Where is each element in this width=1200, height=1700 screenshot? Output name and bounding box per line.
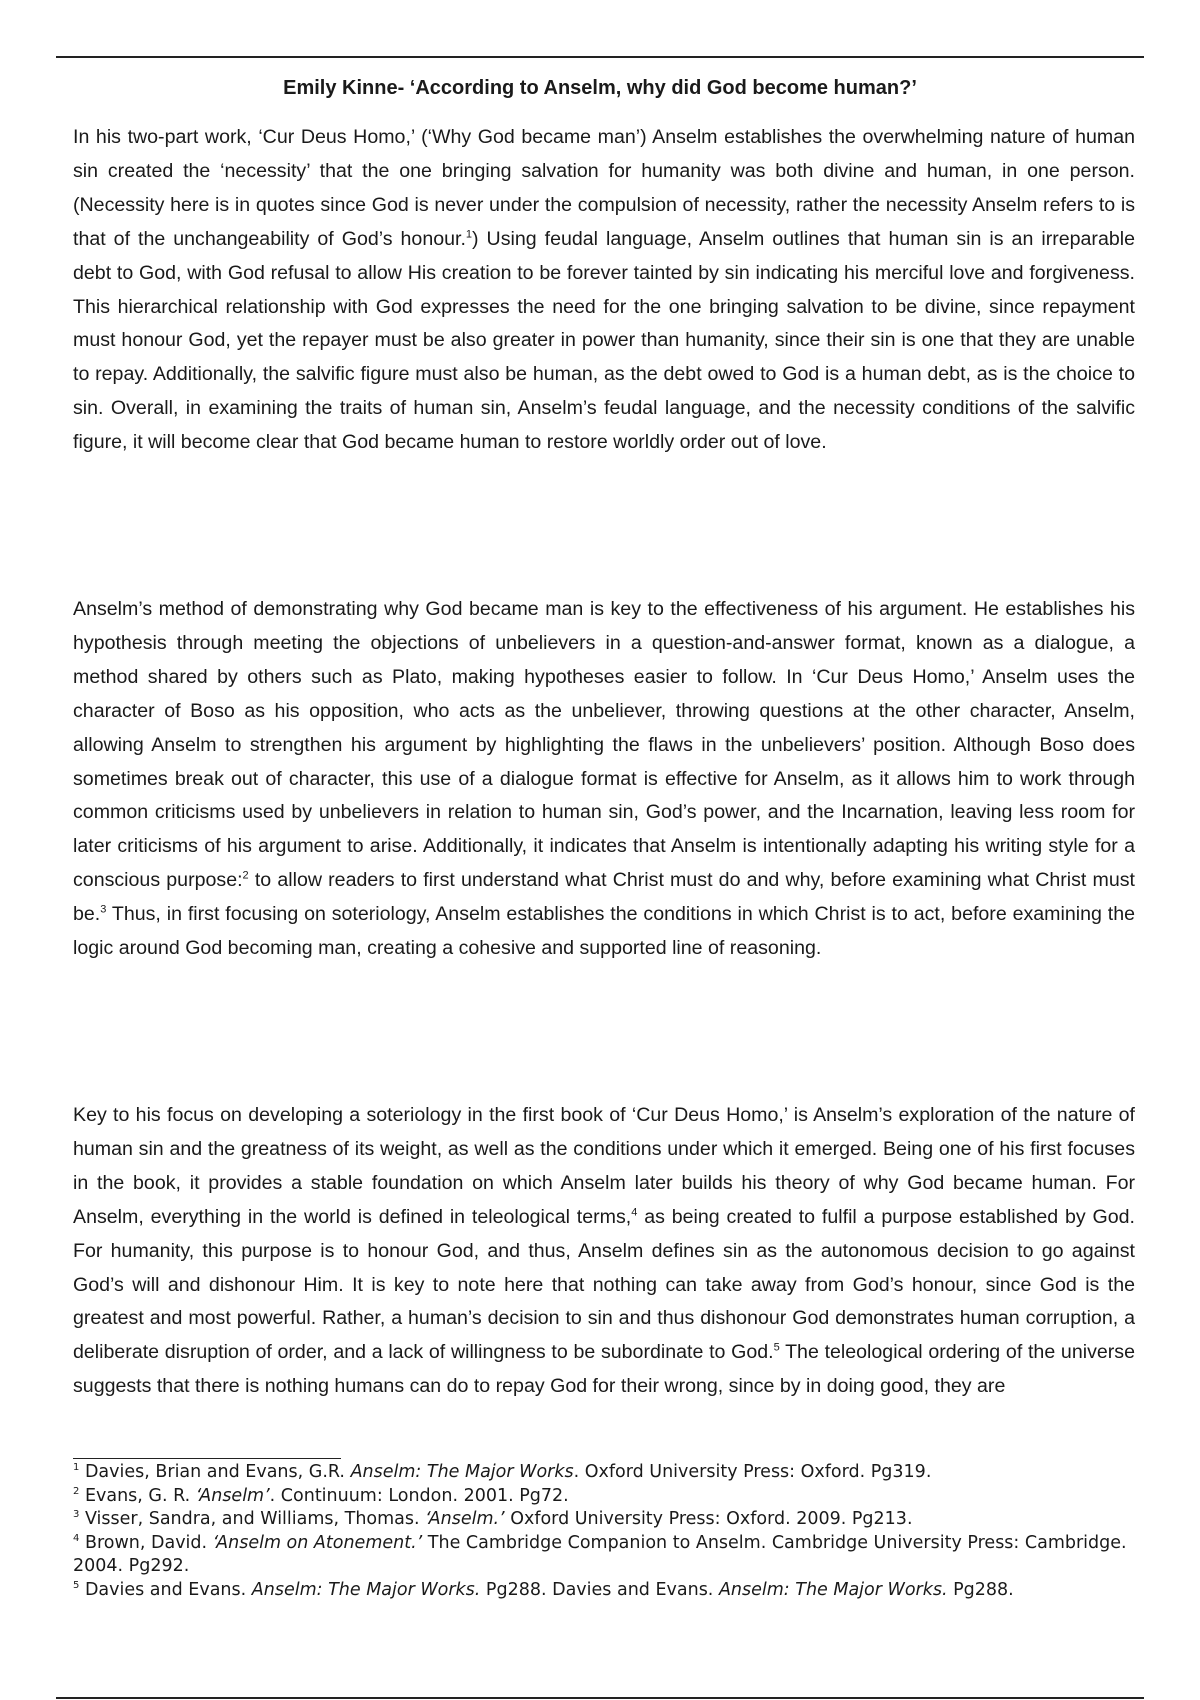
text-run: The teleological ordering of the universe suggests that there is nothing humans can do to repay God for their wrong, since by in doing good, they are <box>73 1341 1135 1398</box>
italic-title: Anselm: The Major Works. <box>251 1579 481 1600</box>
footnote-ref: 1 <box>465 228 473 241</box>
footnote-ref: 2 <box>242 869 249 882</box>
header-rule <box>56 56 1144 58</box>
footnote-4 <box>73 1532 1135 1579</box>
text-run: Thus, in first focusing on soteriology, Anselm establishes the conditions in which Christ is to act, before examining the logic around God becoming man, creating a cohesive and supported line of reasoning. <box>73 903 1135 960</box>
text-run: to allow readers to first understand what Christ must do and why, before examining what Christ must be. <box>73 869 1135 926</box>
italic-title: ‘Anselm on Atonement.’ <box>212 1532 423 1553</box>
italic-title: ‘Anselm’ <box>195 1485 270 1506</box>
footnote-5 <box>73 1579 1135 1603</box>
italic-title: Anselm: The Major Works <box>350 1462 574 1482</box>
footnote-ref: 5 <box>773 1341 780 1354</box>
text-run: Evans, G. R. <box>79 1485 196 1506</box>
text-run: as being created to fulfil a purpose established by God. For humanity, this purpose is to honour God, and thus, Anselm defines sin as the autonomous decision to go against God’s will and dishonour Him. It is key to note here that nothing can take away from God’s honour, since God is the greatest and most powerful. Rather, a human’s decision to sin and thus dishonour God demonstrates human corruption, a deliberate disruption of order, and a lack of willingness to be subordinate to God. <box>73 1205 1135 1364</box>
document-title: Emily Kinne- ‘According to Anselm, why did God become human?’ <box>283 77 917 99</box>
footer-rule <box>56 1697 1144 1699</box>
text-run: Oxford University Press: Oxford. 2009. Pg213. <box>504 1509 913 1529</box>
footnote-2 <box>73 1485 1135 1509</box>
footnote-ref: 3 <box>100 903 107 916</box>
text-run: In his two-part work, ‘Cur Deus Homo,’ (‘Why God became man’) Anselm establishes the overwhelming nature of human sin created the ‘necessity’ that the one bringing salvation for humanity was both divine and human, in one person. (Necessity here is in quotes since God is never under the compulsion of necessity, rather the necessity Anselm refers to is that of the unchangeability of God’s honour. <box>73 126 1135 250</box>
footnote-separator <box>73 1458 341 1459</box>
footnote-ref: 1 <box>73 1462 80 1474</box>
text-run: Visser, Sandra, and Williams, Thomas. <box>79 1509 426 1529</box>
text-run: . Oxford University Press: Oxford. Pg319. <box>573 1462 932 1482</box>
italic-title: ‘Anselm.’ <box>425 1509 505 1529</box>
italic-title: Anselm: The Major Works. <box>718 1579 948 1600</box>
text-run: Davies and Evans. <box>79 1579 252 1600</box>
footnote-ref: 2 <box>73 1485 80 1497</box>
text-run: Davies, Brian and Evans, G.R. <box>79 1462 351 1482</box>
footnote-ref: 5 <box>73 1579 80 1591</box>
footnote-ref: 3 <box>73 1509 80 1521</box>
footnote-ref: 4 <box>631 1206 638 1219</box>
paragraph-2 <box>73 593 1135 966</box>
text-run: Key to his focus on developing a soteriology in the first book of ‘Cur Deus Homo,’ is Anselm’s exploration of the nature of human sin and the greatness of its weight, as well as the conditions under which it emerged. Being one of his first focuses in the book, it provides a stable foundation on which Anselm later builds his theory of why God became human. For Anselm, everything in the world is defined in teleological terms, <box>73 1104 1135 1228</box>
text-run: Brown, David. <box>79 1532 213 1553</box>
text-run: ) Using feudal language, Anselm outlines that human sin is an irreparable debt to God, with God refusal to allow His creation to be forever tainted by sin indicating his merciful love and forgiveness. This hierarchical relationship with God expresses the need for the one bringing salvation to be divine, since repayment must honour God, yet the repayer must be also greater in power than humanity, since their sin is one that they are unable to repay. Additionally, the salvific figure must also be human, as the debt owed to God is a human debt, as is the choice to sin. Overall, in examining the traits of human sin, Anselm’s feudal language, and the necessity conditions of the salvific figure, it will become clear that God became human to restore worldly order out of love. <box>73 227 1136 454</box>
paragraph-3 <box>73 1099 1135 1404</box>
text-run: . Continuum: London. 2001. Pg72. <box>269 1485 569 1506</box>
text-run: Pg288. <box>947 1579 1014 1600</box>
footnotes <box>73 1461 1135 1602</box>
footnote-ref: 4 <box>73 1532 80 1544</box>
text-run: The Cambridge Companion to Anselm. Cambridge University Press: Cambridge. 2004. Pg292. <box>73 1532 1127 1576</box>
text-run: Pg288. Davies and Evans. <box>480 1579 719 1600</box>
footnote-1 <box>73 1461 1135 1485</box>
paragraph-1 <box>73 121 1135 460</box>
footnote-3 <box>73 1508 1135 1532</box>
text-run: Anselm’s method of demonstrating why God became man is key to the effectiveness of his argument. He establishes his hypothesis through meeting the objections of unbelievers in a question-and-answer format, known as a dialogue, a method shared by others such as Plato, making hypotheses easier to follow. In ‘Cur Deus Homo,’ Anselm uses the character of Boso as his opposition, who acts as the unbeliever, throwing questions at the other character, Anselm, allowing Anselm to strengthen his argument by highlighting the flaws in the unbelievers’ position. Although Boso does sometimes break out of character, this use of a dialogue format is effective for Anselm, as it allows him to work through common criticisms used by unbelievers in relation to human sin, God’s power, and the Incarnation, leaving less room for later criticisms of his argument to arise. Additionally, it indicates that Anselm is intentionally adapting his writing style for a conscious purpose: <box>73 598 1135 892</box>
